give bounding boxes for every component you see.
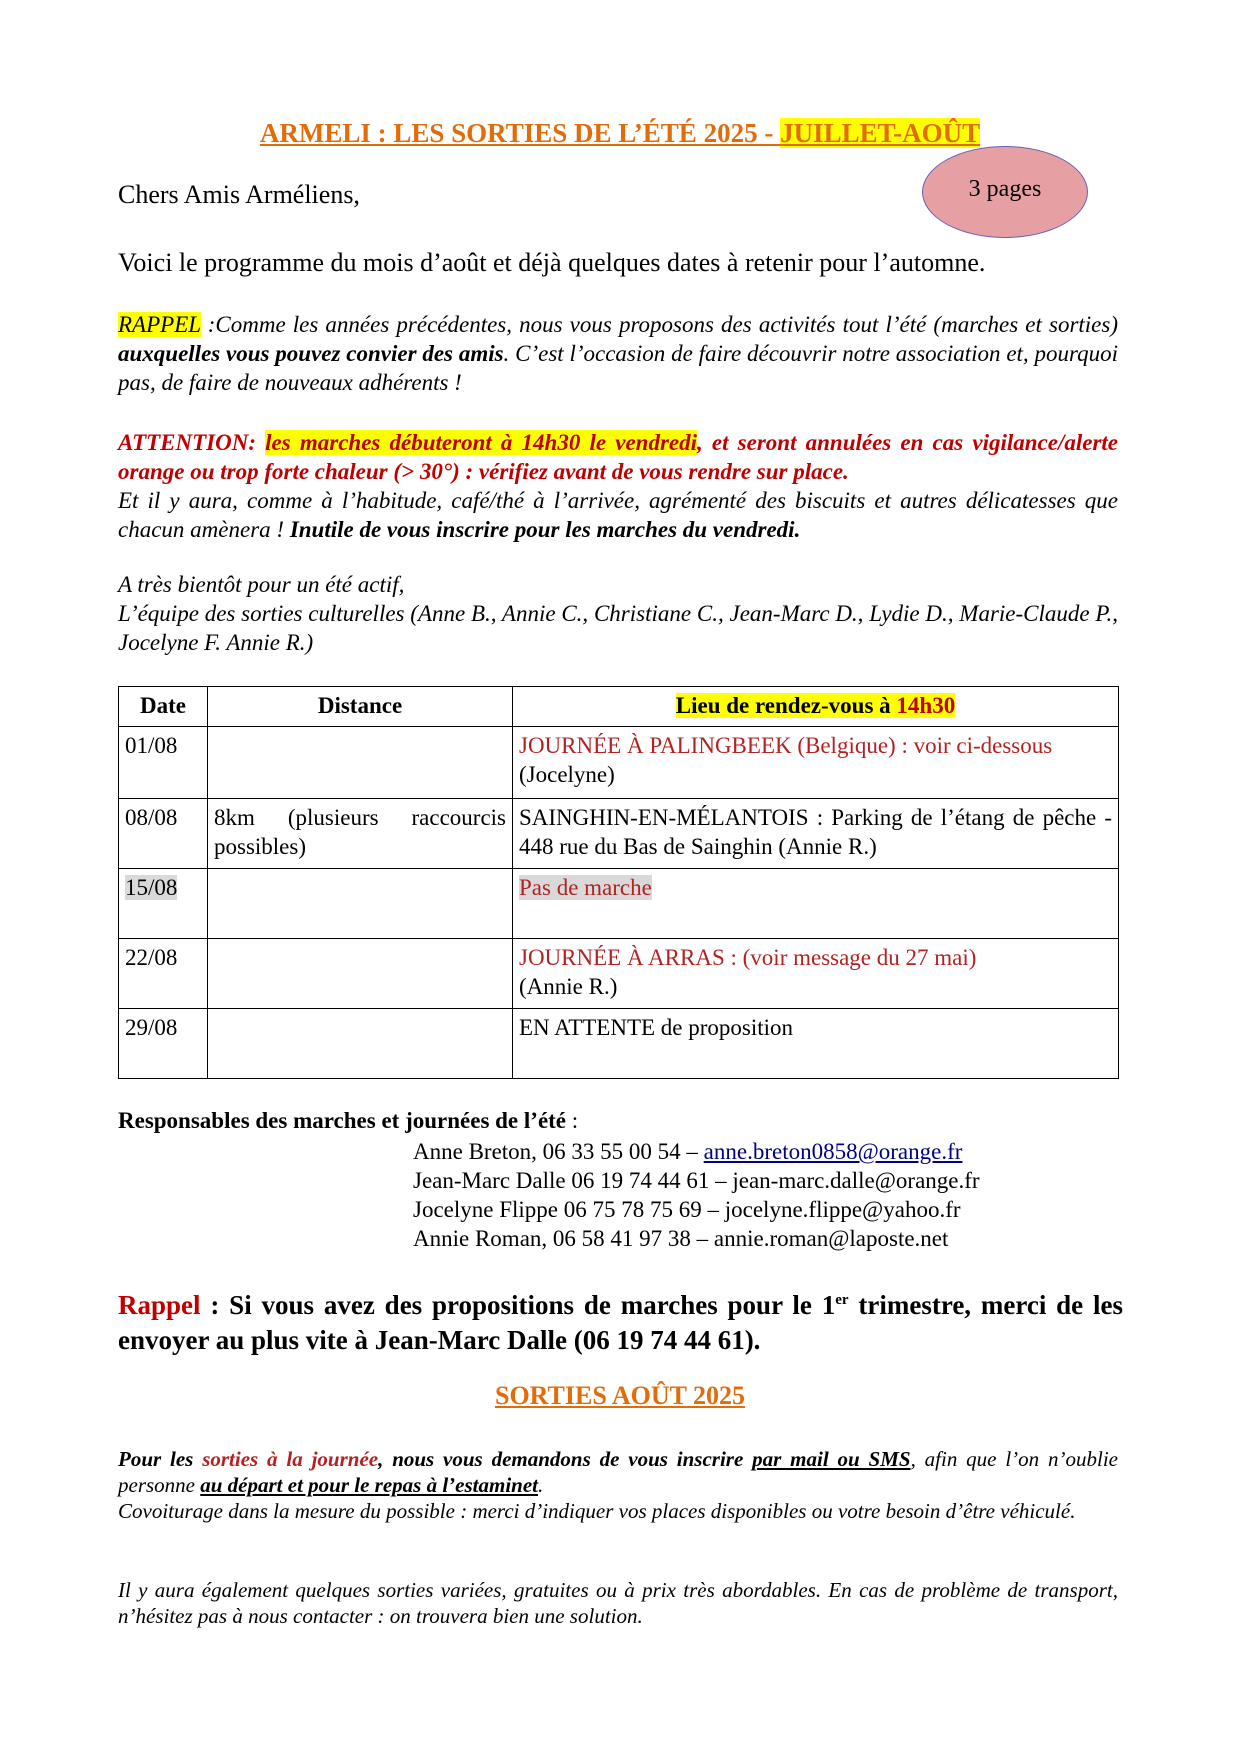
row-distance: 8km (plusieurs raccourcis possibles) [208,799,513,869]
row-distance [208,727,513,799]
attention-paragraph [118,428,1118,544]
row-date: 29/08 [119,1009,208,1079]
contact-text: Jean-Marc Dalle 06 19 74 44 61 – [413,1168,733,1193]
row-lieu-text: EN ATTENTE de proposition [519,1015,794,1040]
row-date-text: 15/08 [125,875,178,900]
rappel2-text1: : Si vous avez des propositions de marches pour le 1 [200,1290,836,1320]
row-date: 22/08 [119,939,208,1009]
row-date: 08/08 [119,799,208,869]
rappel-text2: . C’est l’occasion de faire découvrir notre association et, pourquoi pas, de faire de nouveaux adhérents ! [118,341,1118,395]
row-lieu-note: (Annie R.) [519,974,618,999]
contact-line [413,1224,980,1253]
signoff-line2: L’équipe des sorties culturelles (Anne B., Annie C., Christiane C., Jean-Marc D., Lydie D., Marie-Claude P., Jocelyne F. Annie R.) [118,601,1118,655]
header-date: Date [119,687,208,727]
attention-line2-bold: Inutile de vous inscrire pour les marches du vendredi. [289,517,801,542]
rappel-paragraph [118,310,1118,397]
contact-text: Anne Breton, 06 33 55 00 54 – [413,1139,704,1164]
contact-line [413,1166,980,1195]
sorties-p1-red: sorties à la journée [202,1447,379,1471]
title-part2: JUILLET-AOÛT [780,118,981,148]
attention-line2: Et il y aura, comme à l’habitude, café/thé à l’arrivée, agrémenté des biscuits et autres délicatesses que chacun amènera ! [118,488,1118,542]
sorties-p2: Covoiturage dans la mesure du possible : merci d’indiquer vos places disponibles ou votre besoin d’être véhiculé. [118,1499,1076,1523]
sorties-paragraph-3: Il y aura également quelques sorties variées, gratuites ou à prix très abordables. En cas de problème de transport, n’hésitez pas à nous contacter : on trouvera bien une solution. [118,1578,1118,1628]
rappel2-sup: er [835,1292,849,1308]
schedule-table [118,686,1119,1079]
attention-highlight: les marches débuteront à 14h30 le vendredi [265,430,698,455]
sorties-paragraph-1 [118,1446,1118,1524]
contact-line [413,1137,980,1166]
rappel-trimestre [118,1283,1123,1358]
row-lieu [513,869,1119,939]
contact-text: Jocelyne Flippe 06 75 78 75 69 – [413,1197,725,1222]
header-lieu-prefix: Lieu de rendez-vous à [675,693,897,718]
row-lieu [513,939,1119,1009]
sorties-p1-a: Pour les [118,1447,203,1471]
page-count-badge: 3 pages [922,146,1088,238]
table-row [119,939,1119,1009]
responsables-heading-text: Responsables des marches et journées de l’été [118,1108,567,1133]
row-lieu-note: (Jocelyne) [519,762,615,787]
header-distance: Distance [208,687,513,727]
title-part1: ARMELI : LES SORTIES DE L’ÉTÉ 2025 - [259,118,781,148]
row-lieu [513,799,1119,869]
contacts-list [413,1137,980,1253]
row-distance [208,939,513,1009]
rappel-label: RAPPEL [118,312,201,337]
row-lieu-text: JOURNÉE À PALINGBEEK (Belgique) : voir ci-dessous [519,733,1053,758]
attention-label: ATTENTION: [118,430,266,455]
table-row [119,799,1119,869]
row-date [119,869,208,939]
contact-email-link[interactable]: anne.breton0858@orange.fr [703,1139,963,1164]
header-lieu-time: 14h30 [896,693,956,718]
table-header-row [119,687,1119,727]
rappel2-label: Rappel [118,1290,201,1320]
header-lieu [513,687,1119,727]
row-lieu-text: JOURNÉE À ARRAS : (voir message du 27 mai) [519,945,977,970]
rappel2-text2: trimestre, merci de les envoyer au plus vite à Jean-Marc Dalle (06 19 74 44 61). [118,1290,1123,1355]
intro-paragraph: Voici le programme du mois d’août et déjà quelques dates à retenir pour l’automne. [118,248,986,277]
sorties-p1-c: , afin que l’on n’oublie personne [118,1447,1118,1497]
contact-text: Annie Roman, 06 58 41 97 38 – [413,1226,714,1251]
signoff [118,570,1118,657]
signoff-line1: A très bientôt pour un été actif, [118,572,405,597]
sorties-title: SORTIES AOÛT 2025 [494,1381,746,1410]
contact-email: jean-marc.dalle@orange.fr [732,1168,980,1193]
attention-rest: , et seront annulées en cas vigilance/alerte orange ou trop forte chaleur (> 30°) : vérifiez avant de vous rendre sur place. [118,430,1118,484]
contact-email: annie.roman@laposte.net [713,1226,949,1251]
table-row [119,869,1119,939]
responsables-heading [118,1108,578,1134]
row-lieu-text: Pas de marche [519,875,652,900]
sorties-p1-b: , nous vous demandons de vous inscrire [378,1447,753,1471]
contact-email: jocelyne.flippe@yahoo.fr [724,1197,961,1222]
rappel-bold: auxquelles vous pouvez convier des amis [118,341,504,366]
row-lieu [513,727,1119,799]
row-distance [208,1009,513,1079]
table-row [119,727,1119,799]
responsables-colon: : [566,1108,579,1133]
row-lieu [513,1009,1119,1079]
greeting: Chers Amis Arméliens, [118,180,360,209]
sorties-p1-d: . [538,1473,544,1497]
row-distance [208,869,513,939]
row-lieu-text: SAINGHIN-EN-MÉLANTOIS : Parking de l’étang de pêche - 448 rue du Bas de Sainghin (Annie R.) [519,805,1112,859]
page-title [0,118,1240,149]
contact-line [413,1195,980,1224]
rappel-text1: :Comme les années précédentes, nous vous proposons des activités tout l’été (marches et sorties) [200,312,1118,337]
row-date: 01/08 [119,727,208,799]
sorties-p1-u2: au départ et pour le repas à l’estaminet [200,1473,538,1497]
table-row [119,1009,1119,1079]
sorties-p1-u1: par mail ou SMS [752,1447,911,1471]
